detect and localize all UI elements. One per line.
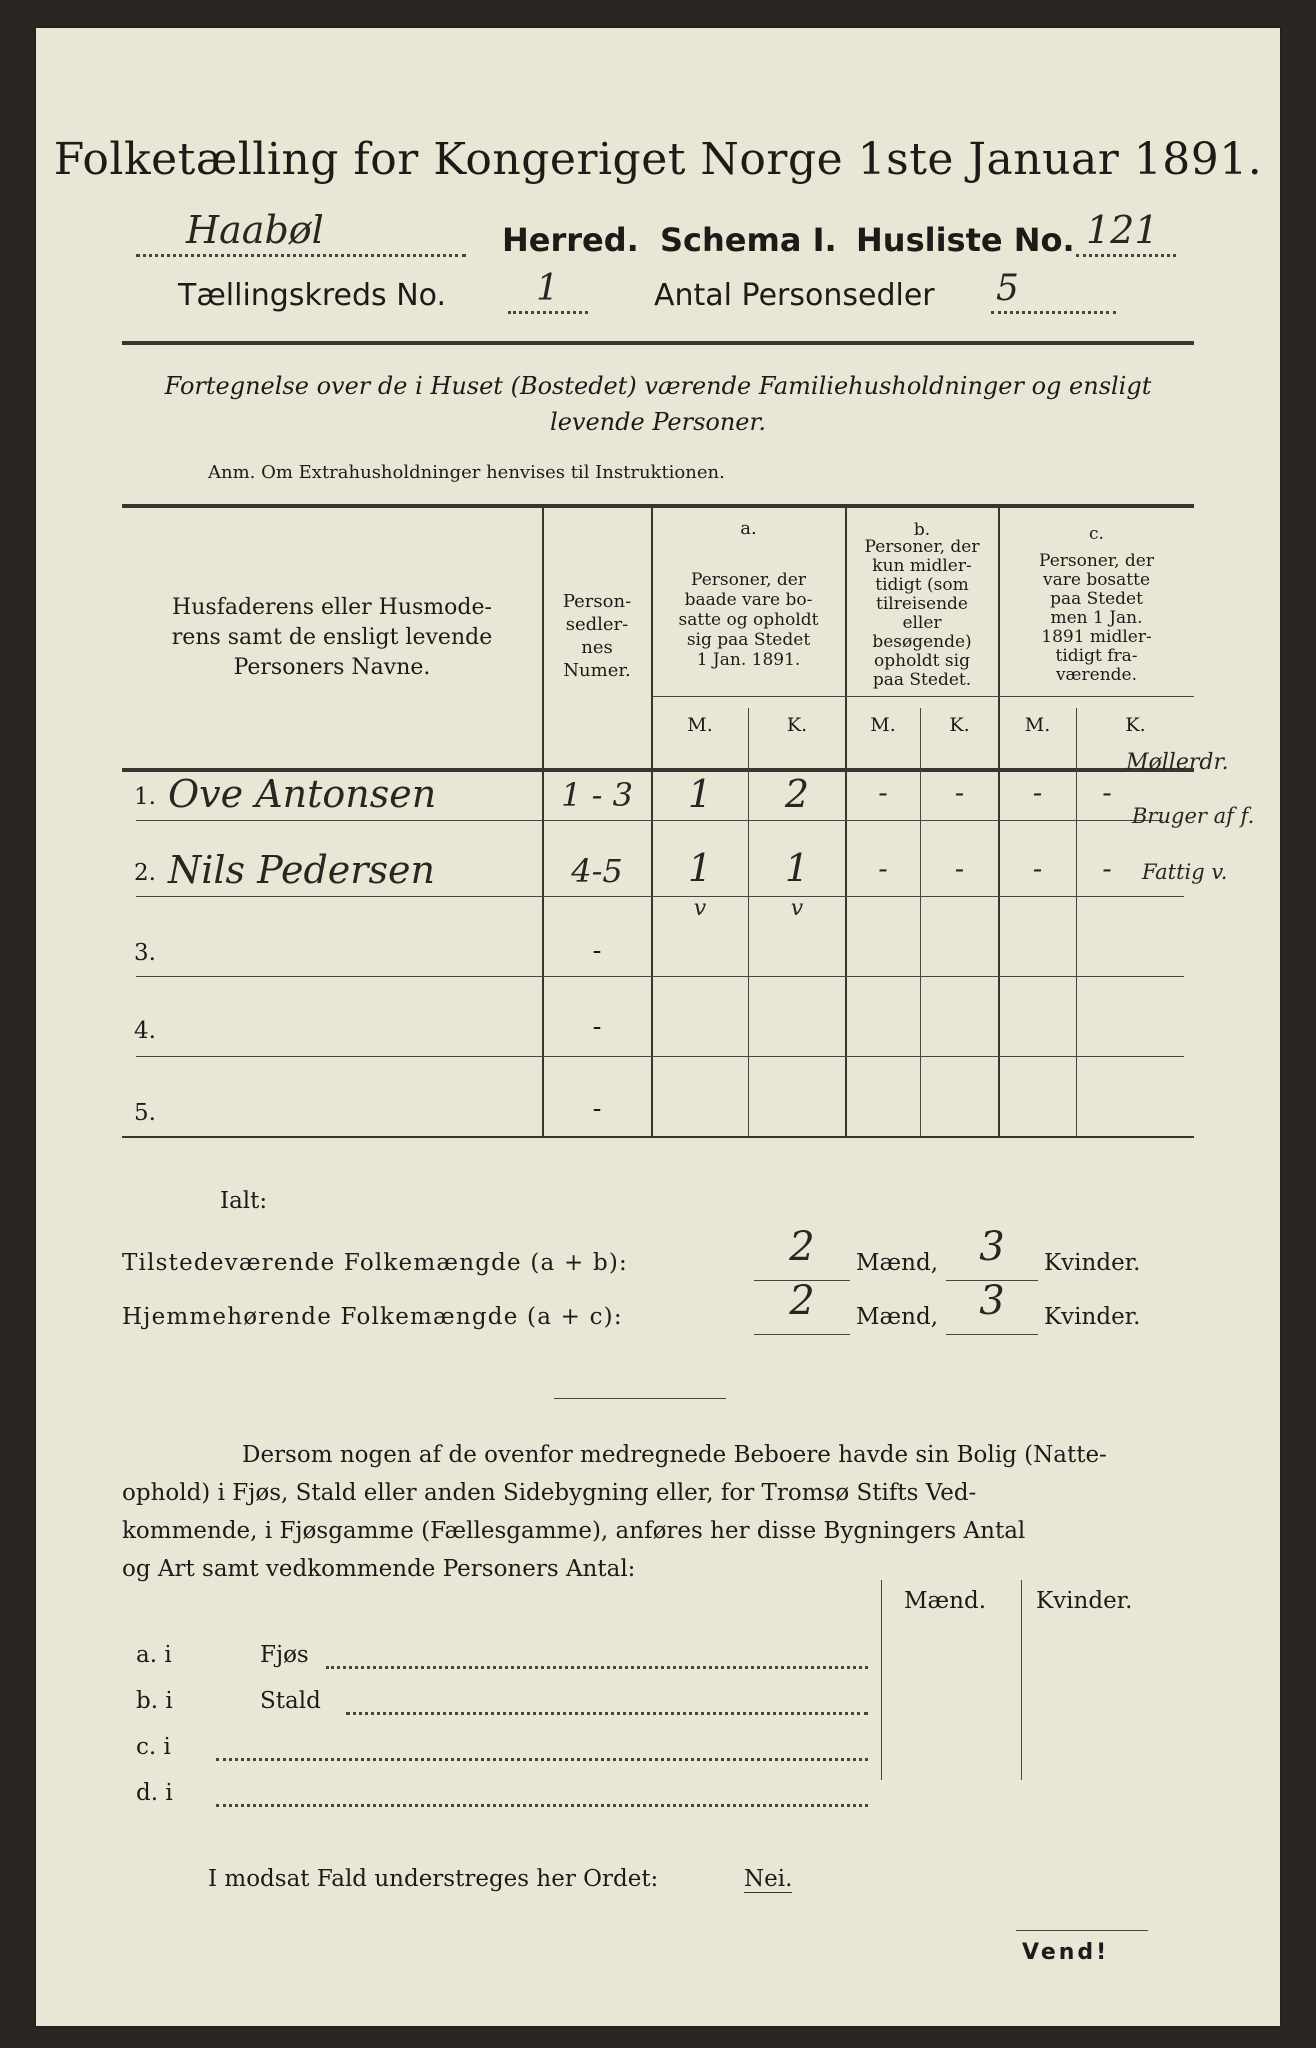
census-form-page [36, 28, 1280, 2026]
row-c-k: - [1102, 852, 1112, 885]
table-top-rule [122, 504, 1194, 508]
col-header-b-line: eller [902, 613, 942, 633]
header-rule [122, 341, 1194, 345]
form-title: Folketælling for Kongeriget Norge 1ste Januar 1891. [53, 134, 1263, 185]
herred-label: Herred. [502, 221, 639, 259]
row-person-num: - [592, 1012, 602, 1042]
col-header-a-line: satte og opholdt [678, 610, 819, 630]
col-header-c-line: tidigt fra- [1055, 646, 1138, 666]
row-rule [136, 820, 542, 821]
building-maend-header: Mænd. [904, 1588, 987, 1614]
col-header-num-line: Numer. [563, 660, 631, 681]
building-item-label: Fjøs [260, 1642, 309, 1668]
col-header-a-line: baade vare bo- [684, 590, 813, 610]
row-person-num: - [592, 936, 602, 966]
col-a-k-label: K. [786, 714, 808, 736]
row-a-m: v [693, 896, 707, 921]
col-header-name-line: Personers Navne. [233, 655, 431, 680]
building-item-dots [346, 1712, 868, 1715]
col-header-c-line: 1891 midler- [1041, 627, 1152, 647]
vend-text: Vend! [1022, 1940, 1110, 1965]
husliste-value: 121 [1086, 208, 1159, 252]
paragraph-line: ophold) i Fjøs, Stald eller anden Sidebygning eller, for Tromsø Stifts Ved- [122, 1480, 977, 1506]
building-item-dots [216, 1758, 868, 1761]
building-kvinder-header: Kvinder. [1036, 1588, 1133, 1614]
col-header-b-line: paa Stedet. [872, 670, 972, 690]
row-rule [543, 820, 1163, 821]
paragraph-line: kommende, i Fjøsgamme (Fællesgamme), anføres her disse Bygningers Antal [122, 1518, 1026, 1544]
col-header-c-line: vare bosatte [1042, 570, 1151, 590]
building-item-dots [216, 1804, 868, 1807]
total-resident-label: Hjemmehørende Folkemængde (a + c): [122, 1304, 623, 1330]
row-number: 1. [134, 784, 156, 810]
col-header-name-line: Husfaderens eller Husmode- [172, 595, 492, 620]
row-person-num: - [592, 1094, 602, 1124]
row-b-m: - [878, 852, 888, 885]
col-c-m-label: M. [1024, 714, 1051, 736]
antal-dotted-line [991, 311, 1116, 314]
total-resident-m-line [754, 1334, 850, 1335]
building-item-letter: a. i [136, 1642, 172, 1668]
intro-line-2: levende Personer. [550, 408, 766, 436]
total-present-k: 3 [979, 1224, 1005, 1270]
vend-rule [1016, 1930, 1148, 1931]
col-header-b-line: Personer, der [864, 537, 980, 557]
row-rule [136, 976, 1184, 977]
col-header-a [652, 570, 845, 670]
row-number: 2. [134, 860, 156, 886]
col-header-a-line: 1 Jan. 1891. [696, 650, 801, 670]
kreds-label: Tællingskreds No. [178, 278, 446, 313]
col-header-b-line: tilreisende [875, 594, 968, 614]
col-header-c-line: paa Stedet [1050, 589, 1143, 609]
antal-label: Antal Personsedler [654, 278, 935, 313]
herred-value: Haabøl [186, 208, 324, 252]
col-header-num-line: sedler- [565, 614, 629, 635]
paragraph-line: Dersom nogen af de ovenfor medregnede Beboere havde sin Bolig (Natte- [242, 1442, 1107, 1468]
col-header-c [999, 552, 1194, 685]
col-header-name [122, 593, 542, 683]
kreds-dotted-line [508, 311, 588, 314]
col-header-b-line: besøgende) [872, 632, 972, 652]
mk-top-rule [652, 696, 1194, 697]
building-item-dots [326, 1666, 868, 1669]
paragraph-line: og Art samt vedkommende Personers Antal: [122, 1556, 636, 1582]
schema-label: Schema I. [660, 221, 837, 259]
row-person-num: 1 - 3 [561, 776, 633, 814]
row-b-k: - [954, 852, 965, 885]
building-item-letter: c. i [136, 1734, 171, 1760]
row-number: 4. [134, 1018, 156, 1044]
total-resident-maend: Mænd, [856, 1304, 939, 1330]
col-b-letter: b. [913, 520, 931, 540]
col-header-b-line: tidigt (som [875, 575, 969, 595]
col-c-letter: c. [1089, 524, 1104, 544]
col-b-m-label: M. [870, 714, 896, 736]
row-c-k: - [1102, 776, 1112, 809]
building-item-label: Stald [260, 1688, 321, 1714]
husliste-dotted-line [1076, 254, 1176, 257]
col-c-k-label: K. [1125, 714, 1146, 736]
col-b-k-label: K. [949, 714, 970, 736]
row-name: Ove Antonsen [168, 772, 437, 816]
total-present-maend: Mænd, [856, 1250, 939, 1276]
total-resident-m: 2 [789, 1278, 815, 1324]
building-divider-1 [881, 1580, 882, 1780]
antal-value: 5 [996, 268, 1019, 309]
row-name: Nils Pedersen [168, 848, 435, 892]
total-resident-k-line [946, 1334, 1038, 1335]
row-number: 5. [134, 1100, 156, 1126]
intro-line-1: Fortegnelse over de i Huset (Bostedet) værende Familiehusholdninger og ensligt [164, 372, 1152, 400]
col-header-name-line: rens samt de ensligt levende [171, 625, 493, 650]
margin-note: Møllerdr. [1126, 750, 1229, 775]
table-divider-c-mk [1076, 708, 1077, 1136]
table-divider-b-mk [920, 708, 921, 1136]
col-header-num [543, 590, 651, 682]
modsat-text: I modsat Fald understreges her Ordet: [208, 1866, 659, 1892]
row-c-m: - [1032, 776, 1043, 809]
total-present-m: 2 [789, 1224, 815, 1270]
col-header-c-line: Personer, der [1039, 551, 1154, 571]
col-header-b-line: kun midler- [872, 556, 972, 576]
col-header-num-line: nes [581, 637, 613, 658]
kreds-value: 1 [536, 268, 559, 309]
building-item-letter: d. i [136, 1780, 173, 1806]
table-bottom-rule [122, 1136, 1194, 1138]
building-divider-2 [1021, 1580, 1022, 1780]
row-c-m: - [1032, 852, 1043, 885]
col-header-num-line: Person- [562, 591, 632, 612]
col-header-a-line: Personer, der [691, 570, 806, 590]
building-item-letter: b. i [136, 1688, 173, 1714]
section-divider [554, 1398, 726, 1399]
row-a-k: v [790, 896, 804, 921]
building-paragraph [122, 1436, 1194, 1588]
col-header-b [846, 538, 998, 690]
husliste-label: Husliste No. [856, 221, 1075, 259]
row-a-k: 2 [784, 772, 810, 816]
margin-note: Bruger af f. [1132, 804, 1255, 828]
ialt-label: Ialt: [220, 1188, 268, 1214]
total-present-kvinder: Kvinder. [1044, 1250, 1141, 1276]
row-a-m: 1 [687, 772, 713, 816]
anm-note: Anm. Om Extrahusholdninger henvises til Instruktionen. [208, 462, 725, 483]
row-a-k: 1 [784, 846, 810, 890]
col-header-a-line: sig paa Stedet [686, 630, 811, 650]
total-resident-k: 3 [979, 1278, 1005, 1324]
row-rule [136, 1056, 1184, 1057]
nei-word: Nei. [744, 1866, 793, 1892]
row-number: 3. [134, 940, 156, 966]
col-header-c-line: men 1 Jan. [1050, 608, 1143, 628]
row-b-k: - [954, 776, 965, 809]
margin-note: Fattig v. [1142, 860, 1228, 884]
herred-dotted-line [136, 254, 466, 257]
col-a-m-label: M. [687, 714, 713, 736]
total-present-label: Tilstedeværende Folkemængde (a + b): [122, 1250, 629, 1276]
row-person-num: 4-5 [571, 852, 623, 890]
col-a-letter: a. [740, 518, 757, 539]
col-header-b-line: opholdt sig [874, 651, 970, 671]
col-header-c-line: værende. [1055, 665, 1138, 685]
row-a-m: 1 [687, 846, 713, 890]
total-resident-kvinder: Kvinder. [1044, 1304, 1141, 1330]
row-b-m: - [878, 776, 888, 809]
